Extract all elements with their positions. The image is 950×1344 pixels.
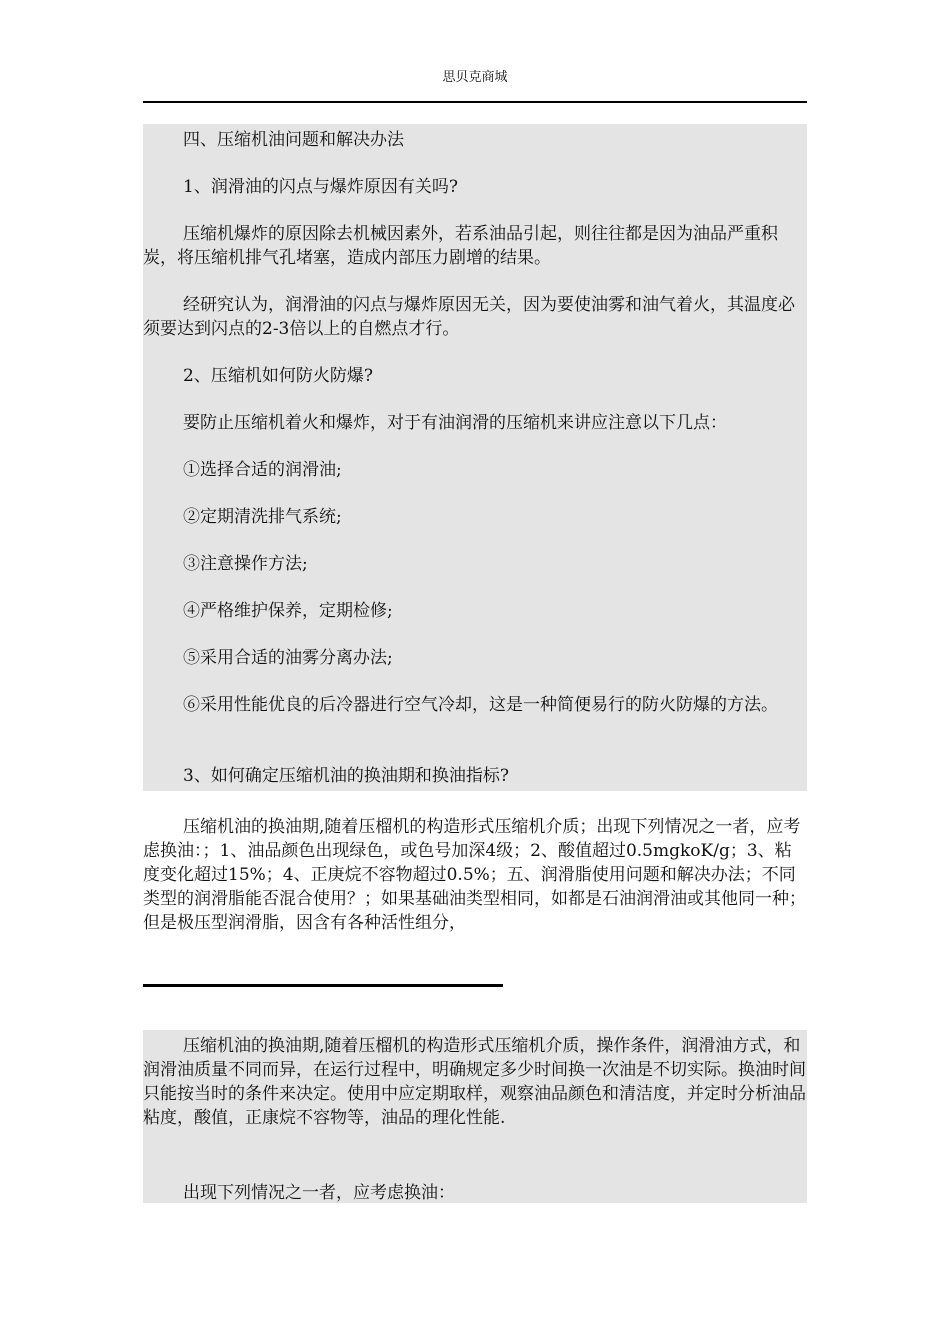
page-header: 思贝克商城: [442, 70, 508, 85]
paragraph-flash-point: 经研究认为，润滑油的闪点与爆炸原因无关，因为要使油雾和油气着火，其温度必须要达到闪点的2-3倍以上的自燃点才行。: [143, 295, 795, 339]
section-compressor-oil-issues: [143, 124, 807, 791]
list-item: ③注意操作方法;: [183, 554, 308, 574]
section-divider: [143, 984, 503, 987]
paragraph-explosion-cause: 压缩机爆炸的原因除去机械因素外，若系油品引起，则往往都是因为油品严重积炭，将压缩机排气孔堵塞，造成内部压力剧增的结果。: [143, 224, 778, 268]
header-divider: [143, 101, 807, 103]
section-heading: 四、压缩机油问题和解决办法: [183, 130, 404, 150]
list-item: ④严格维护保养，定期检修;: [183, 601, 393, 621]
list-item: ⑤采用合适的油雾分离办法;: [183, 648, 393, 668]
list-item: ①选择合适的润滑油;: [183, 460, 342, 480]
question-3: 3、如何确定压缩机油的换油期和换油指标?: [183, 766, 509, 786]
question-2: 2、压缩机如何防火防爆?: [183, 366, 373, 386]
list-item: ②定期清洗排气系统;: [183, 507, 342, 527]
paragraph-prevention: 要防止压缩机着火和爆炸，对于有油润滑的压缩机来讲应注意以下几点：: [183, 413, 727, 433]
question-1: 1、润滑油的闪点与爆炸原因有关吗?: [183, 177, 458, 197]
paragraph-oil-change-summary: 压缩机油的换油期,随着压榴机的构造形式压缩机介质；出现下列情况之一者，应考虑换油：；1、油品颜色出现绿色，或色号加深4级；2、酸值超过0.5mgkoK/g；3、粘度变化超过15%；4、正庚烷不容物超过0.5%；五、润滑脂使用问题和解决办法；不同类型的润滑脂能否混合使用？；如果基础油类型相同，如都是石油润滑油或其他同一种；但是极压型润滑脂，因含有各种活性组分，: [143, 817, 806, 933]
paragraph-oil-change-detail: 压缩机油的换油期,随着压榴机的构造形式压缩机介质，操作条件，润滑油方式，和润滑油质量不同而异，在运行过程中，明确规定多少时间换一次油是不切实际。换油时间只能按当时的条件来决定。使用中应定期取样，观察油品颜色和清洁度，并定时分析油品粘度，酸值，正康烷不容物等，油品的理化性能.: [143, 1036, 806, 1128]
paragraph-oil-change-conditions: 出现下列情况之一者，应考虑换油：: [183, 1183, 455, 1203]
section-oil-change-detail: [143, 1030, 807, 1203]
list-item: ⑥采用性能优良的后冷器进行空气冷却，这是一种简便易行的防火防爆的方法。: [183, 695, 778, 715]
